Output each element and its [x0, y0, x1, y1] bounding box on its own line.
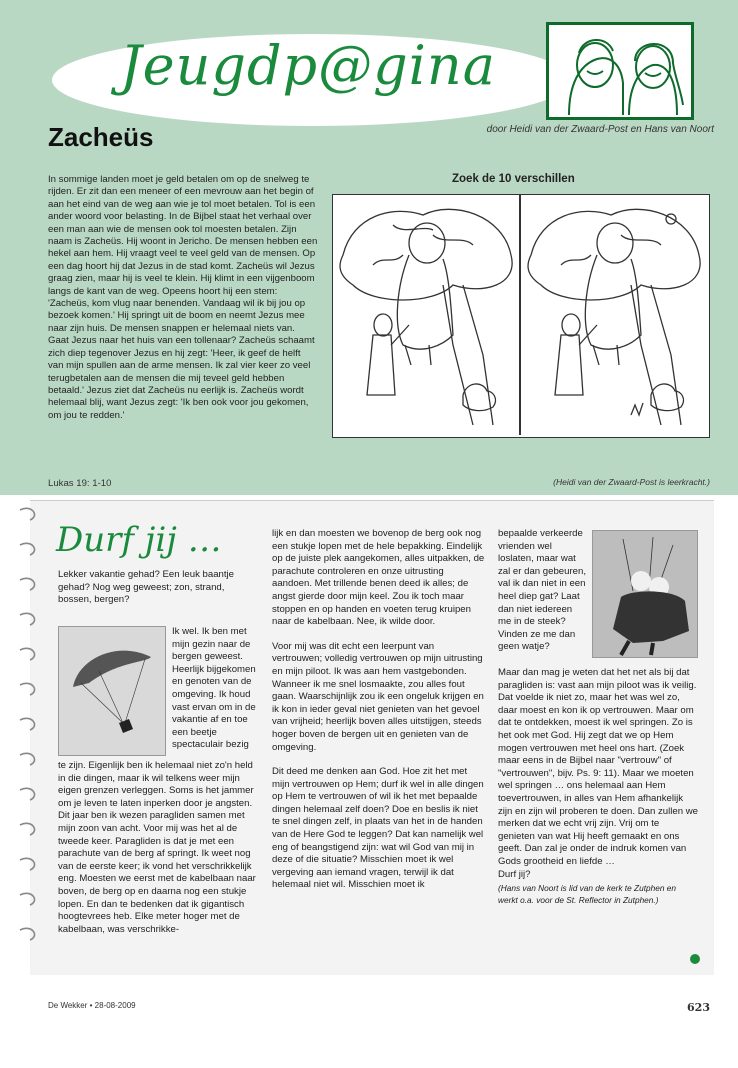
durf-col2-p2: Voor mij was dit echt een leerpunt van vertrouwen; volledig vertrouwen op mijn uitrusting en mijn piloot. Ik was aan hem vastgebonden. Wanneer ik me snel losmaakte, zou alles fout gaan. Waarschijnlijk zou ik een ongeluk krijgen en ik kon in ieder geval niet genieten van het gevoel van vrijheid; heerlijk boven alles uitstijgen, steeds hoger boven de bergen uit en genieten van de omgeving. [272, 640, 484, 753]
puzzle-image-left [333, 195, 519, 435]
durf-jij-title: Durf jij … [56, 520, 222, 560]
durf-col2-p1: lijk en dan moesten we bovenop de berg ook nog een stukje lopen met de hele bepakking. Eindelijk op de juiste plek aangekomen, alles uitpakken, de parachute controleren en onze uitrusting aandoen. Met trillende benen deed ik alles; de angst gierde door mijn keel. Zou ik toch maar stoppen en op handen en voeten terug kruipen naar de kabelbaan. Nee, ik wilde door. [272, 528, 485, 628]
tandem-paraglide-photo [592, 530, 698, 658]
author-note-hans: (Hans van Noort is lid van de kerk te Zutphen en werkt o.a. voor de St. Reflector in Zutphen.) [498, 883, 677, 905]
durf-col3 [498, 667, 698, 906]
puzzle-title: Zoek de 10 verschillen [452, 173, 575, 185]
durf-col3-end: Durf jij? [498, 868, 531, 880]
durf-col3-main: Maar dan mag je weten dat het net als bij dat paragliden is: vast aan mijn piloot was ik veilig. Dat voelde ik niet zo, maar het was wel zo, daar moest en kon ik op vertrouwen. Maar om dat te ontdekken, moest ik wel springen. Zo is het ook met God. Hij zegt dat we op Hem mogen vertrouwen met heel ons hart. (Zoek maar eens in de Bijbel naar "vertrouw" of "vertrouwen", bijv. Ps. 9: 11). Maar we moeten wel springen … ons helemaal aan Hem toevertrouwen, in alles van Hem afhankelijk zijn en zijn wil proberen te doen. Dan zullen we merken dat we echt vrij zijn. Vrij om te genieten van wat Hij heeft gemaakt en ons geeft. Dan zal je onder de indruk komen van Gods grootheid en liefde … [498, 667, 698, 867]
story-body: In sommige landen moet je geld betalen om op de snelweg te rijden. Er zit dan een meneer of een mevrouw aan het begin of aan het eind van de weg aan wie je tol moet betalen. Tol is een ander woord voor belasting. In de Bijbel staat het verhaal over een man aan wie de mensen ook tol moesten betalen. Zijn naam is Zacheüs. Hij woont in Jericho. De mensen hebben een hekel aan hem. Hij vraagt veel te veel geld van de mensen. Op een dag hoort hij dat Jezus in de stad komt. Zacheüs wil Jezus graag zien, maar hij is veel te klein. Hij klimt in een vijgenboom langs de kant van de weg. Opeens hoort hij een stem: 'Zacheüs, kom vlug naar benenden. Vandaag wil ik bij jou op bezoek komen.' Hij springt uit de boom en neemt Jezus mee naar zijn huis. De mensen snappen er helemaal niets van. Gaat Jezus naar het huis van een tollenaar? Zacheüs schaamt zich diep tegenover Jezus en hij zegt: 'Heer, ik geef de helft van mijn spullen aan de arme mensen. Ik zal vier keer zo veel terugbetalen aan de mensen die mij teveel geld hebben betaald.' Jezus ziet dat Zacheüs nu eerlijk is. Zacheüs wordt helemaal blij, want Jezus zegt: 'Ik ben ook voor jou gekomen, om jou te redden.' [48, 174, 318, 421]
durf-col2-p3: Dit deed me denken aan God. Hoe zit het met mijn vertrouwen op Hem; durf ik wel in alle dingen op Hem te vertrouwen of wil ik het met bepaalde dingen helemaal zelf doen? Doe en beslis ik niet te snel dingen zelf, in plaats van het in de handen van de Here God te leggen? Dat kan namelijk wel eng of beangstigend zijn: wat wil God van mij in deze of die situatie? Misschien moet ik wel vergeving aan iemand vragen, terwijl ik dat helemaal niet wil. Misschien moet ik [272, 766, 484, 891]
author-note: (Heidi van der Zwaard-Post is leerkracht.) [553, 477, 710, 487]
puzzle-image-right [521, 195, 707, 435]
bible-reference: Lukas 19: 1-10 [48, 478, 112, 489]
durf-col3-wrap: bepaalde verkeerde vrienden wel loslaten, maar wat zal er dan gebeuren, val ik dan niet in een heel diep gat? Laat dan niet iedereen me in de steek? Vinden ze me dan geen watje? [498, 528, 587, 653]
spot-the-difference-puzzle [332, 194, 710, 438]
authors-portrait [546, 22, 694, 120]
durf-col1-wrap: Ik wel. Ik ben met mijn gezin naar de bergen geweest. Heerlijk bijgekomen en genoten van de omgeving. Ik houd vast ervan om in de vakantie af en toe een beetje spectaculair bezig [172, 626, 256, 751]
durf-col2 [272, 528, 486, 892]
paraglider-photo [58, 626, 166, 756]
story-title: Zacheüs [48, 122, 154, 152]
notebook-spiral [18, 500, 40, 970]
durf-intro: Lekker vakantie gehad? Een leuk baantje gehad? Nog weg geweest; zon, strand, bossen, bergen? [58, 569, 235, 606]
page-number: 623 [687, 1001, 710, 1014]
page-title: Jeugdp@gina [120, 34, 496, 97]
durf-col1: te zijn. Eigenlijk ben ik helemaal niet zo'n held in die dingen, maar ik wil telkens weer mijn eigen grenzen verleggen. Soms is het jammer om je leven te laten inperken door je angsten. Dit jaar ben ik wezen paragliden samen met mijn zoon van acht. Voor mij was het al de tweede keer. Paragliden is dat je met een parachute van de berg af springt. Ik weet nog van de eerste keer; ik vond het verschrikkelijk eng. Moesten we eerst met de kabelbaan naar boven, de berg op en daarna nog een stukje lopen. En dan te bedenken dat ik gigantisch hoogtevrees heb. Elke meter hoger met de kabelbaan, was verschrikke- [58, 760, 256, 935]
end-mark-icon [690, 954, 700, 964]
footer-publication: De Wekker • 28-08-2009 [48, 1001, 136, 1010]
byline: door Heidi van der Zwaard-Post en Hans van Noort [486, 124, 714, 135]
